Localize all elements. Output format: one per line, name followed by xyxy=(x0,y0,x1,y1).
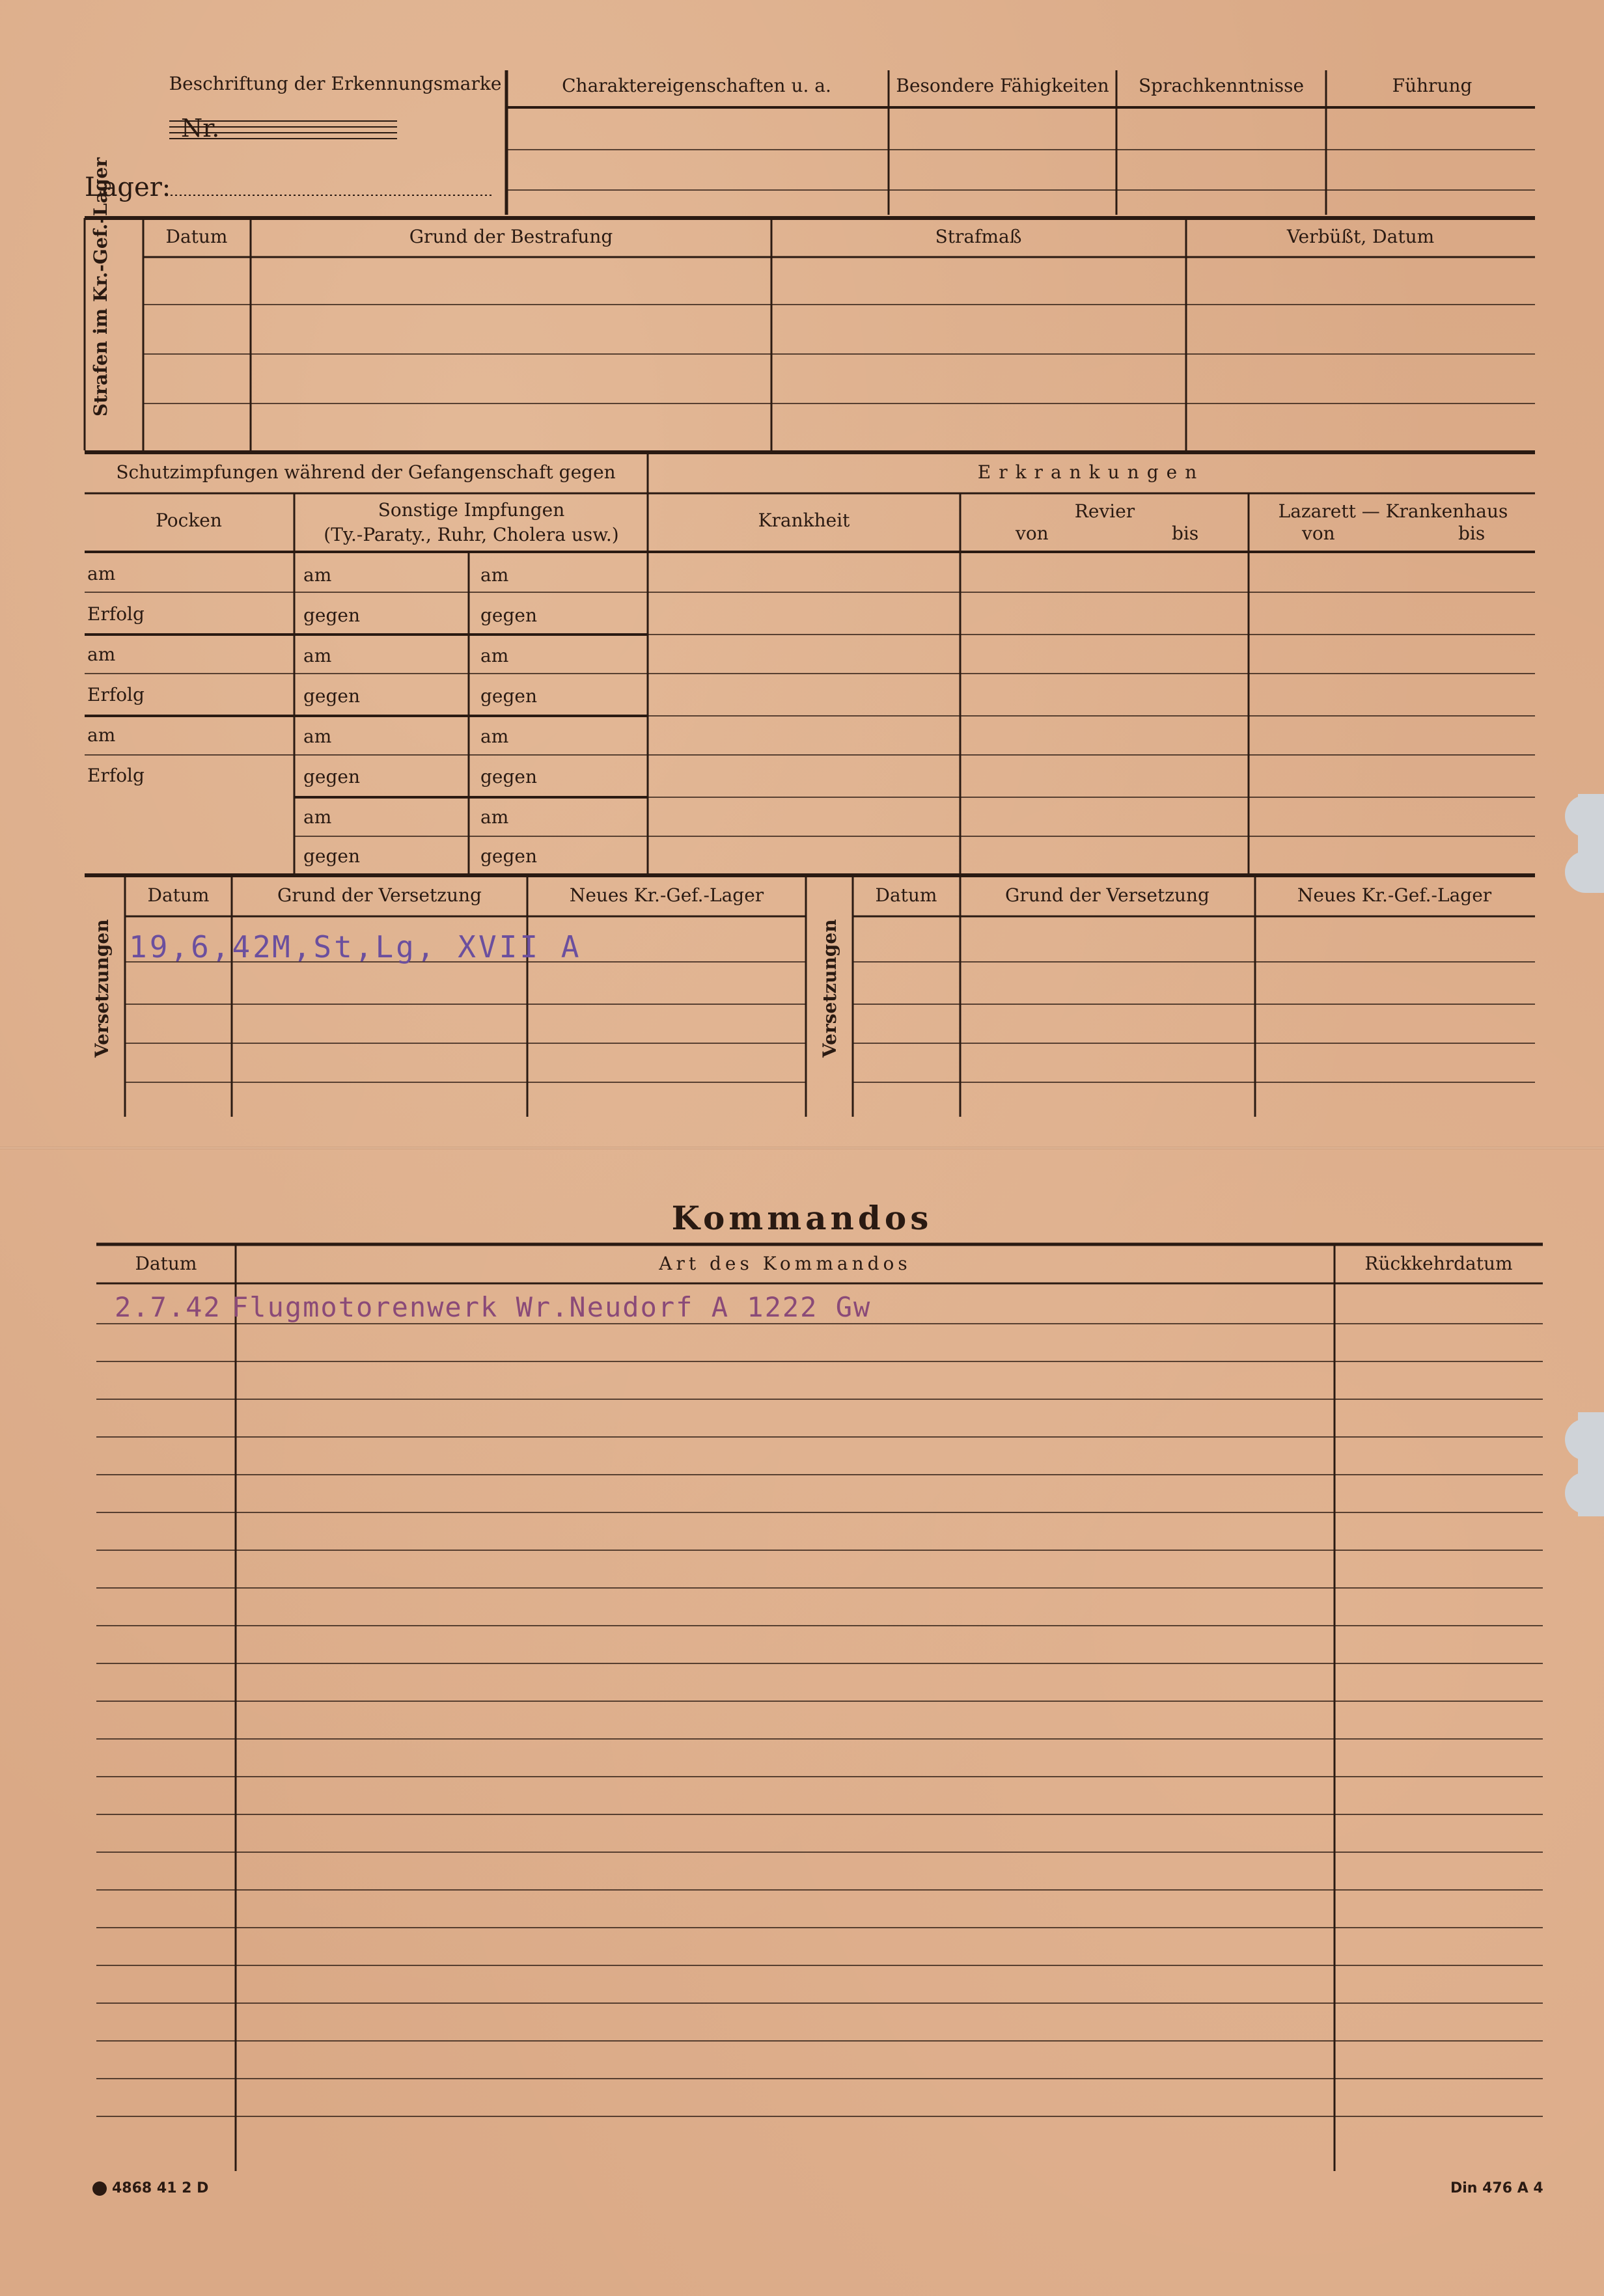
impf-mid-row-4: gegen xyxy=(303,685,361,707)
impf-right-row-3: am xyxy=(480,645,509,666)
impf-mid-row-2: gegen xyxy=(303,605,361,626)
versetzung-datum-header-left: Datum xyxy=(147,884,210,906)
impfungen-title: Schutzimpfungen während der Gefangenschaft gegen xyxy=(116,461,616,483)
kommandos-title: Kommandos xyxy=(671,1199,933,1237)
erkrankungen-title: Erkrankungen xyxy=(977,461,1205,483)
strafen-side-label: Strafen im Kr.-Gef.-Lager xyxy=(90,157,111,417)
erkennungsmarke-label: Beschriftung der Erkennungsmarke xyxy=(169,73,502,94)
pocken-row-5: am xyxy=(87,724,116,746)
sonstige-subheader: (Ty.-Paraty., Ruhr, Cholera usw.) xyxy=(324,524,619,545)
pocken-row-4: Erfolg xyxy=(87,684,145,705)
impf-mid-row-7: am xyxy=(303,806,332,828)
impf-right-row-1: am xyxy=(480,564,509,586)
impf-mid-row-1: am xyxy=(303,564,332,586)
kommando-rueckkehr-header: Rückkehrdatum xyxy=(1364,1253,1513,1274)
kommando-date-stamp: 2.7.42 xyxy=(115,1291,221,1323)
revier-bis: bis xyxy=(1172,523,1199,544)
lazarett-bis: bis xyxy=(1458,523,1486,544)
print-code-text: 4868 41 2 D xyxy=(112,2180,209,2196)
kommando-datum-header: Datum xyxy=(135,1253,197,1274)
nr-label: Nr. xyxy=(181,114,220,143)
impf-right-row-2: gegen xyxy=(480,605,538,626)
krankheit-header: Krankheit xyxy=(758,510,850,531)
pocken-row-6: Erfolg xyxy=(87,765,145,786)
strafen-datum-header: Datum xyxy=(165,226,228,247)
impf-right-row-5: am xyxy=(480,726,509,747)
versetzung-lager-header-left: Neues Kr.-Gef.-Lager xyxy=(569,884,764,906)
pocken-row-3: am xyxy=(87,644,116,665)
impf-right-row-7: am xyxy=(480,806,509,828)
impf-right-row-6: gegen xyxy=(480,766,538,787)
impf-right-row-4: gegen xyxy=(480,685,538,707)
grund-bestrafung-header: Grund der Bestrafung xyxy=(409,226,613,247)
versetzung-lager-header-right: Neues Kr.-Gef.-Lager xyxy=(1297,884,1492,906)
faehigkeiten-header: Besondere Fähigkeiten xyxy=(896,75,1109,96)
versetzung-camp-stamp: M,St,Lg, XVII A xyxy=(272,929,582,964)
impf-mid-row-8: gegen xyxy=(303,845,361,867)
fuehrung-header: Führung xyxy=(1392,75,1473,96)
pocken-header: Pocken xyxy=(156,510,222,531)
versetzung-grund-header-left: Grund der Versetzung xyxy=(277,884,482,906)
print-code xyxy=(92,2181,208,2196)
revier-von: von xyxy=(1016,523,1049,544)
sprachen-header: Sprachkenntnisse xyxy=(1138,75,1305,96)
lazarett-von: von xyxy=(1302,523,1335,544)
strafmass-header: Strafmaß xyxy=(935,226,1022,247)
impf-mid-row-3: am xyxy=(303,645,332,666)
revier-header: Revier xyxy=(1074,500,1135,522)
versetzungen-side-label-right: Versetzungen xyxy=(819,919,840,1058)
sonstige-header: Sonstige Impfungen xyxy=(378,499,565,521)
impf-mid-row-6: gegen xyxy=(303,766,361,787)
versetzung-datum-header-right: Datum xyxy=(875,884,937,906)
kommando-art-header: Art des Kommandos xyxy=(659,1253,911,1274)
versetzungen-side-label-left: Versetzungen xyxy=(91,919,113,1058)
lager-label: Lager: xyxy=(85,172,171,202)
impf-right-row-8: gegen xyxy=(480,845,538,867)
versetzung-date-stamp: 19,6,42 xyxy=(129,929,273,964)
pocken-row-1: am xyxy=(87,563,116,584)
kommando-text-stamp: Flugmotorenwerk Wr.Neudorf A 1222 Gw xyxy=(232,1291,872,1323)
din-format-label: Din 476 A 4 xyxy=(1450,2180,1543,2196)
verbuesst-header: Verbüßt, Datum xyxy=(1286,226,1435,247)
charakter-header: Charaktereigenschaften u. a. xyxy=(562,75,831,96)
pocken-row-2: Erfolg xyxy=(87,603,145,625)
printer-mark-icon xyxy=(92,2181,107,2196)
impf-mid-row-5: am xyxy=(303,726,332,747)
lazarett-header: Lazarett — Krankenhaus xyxy=(1278,500,1508,522)
versetzung-grund-header-right: Grund der Versetzung xyxy=(1005,884,1210,906)
